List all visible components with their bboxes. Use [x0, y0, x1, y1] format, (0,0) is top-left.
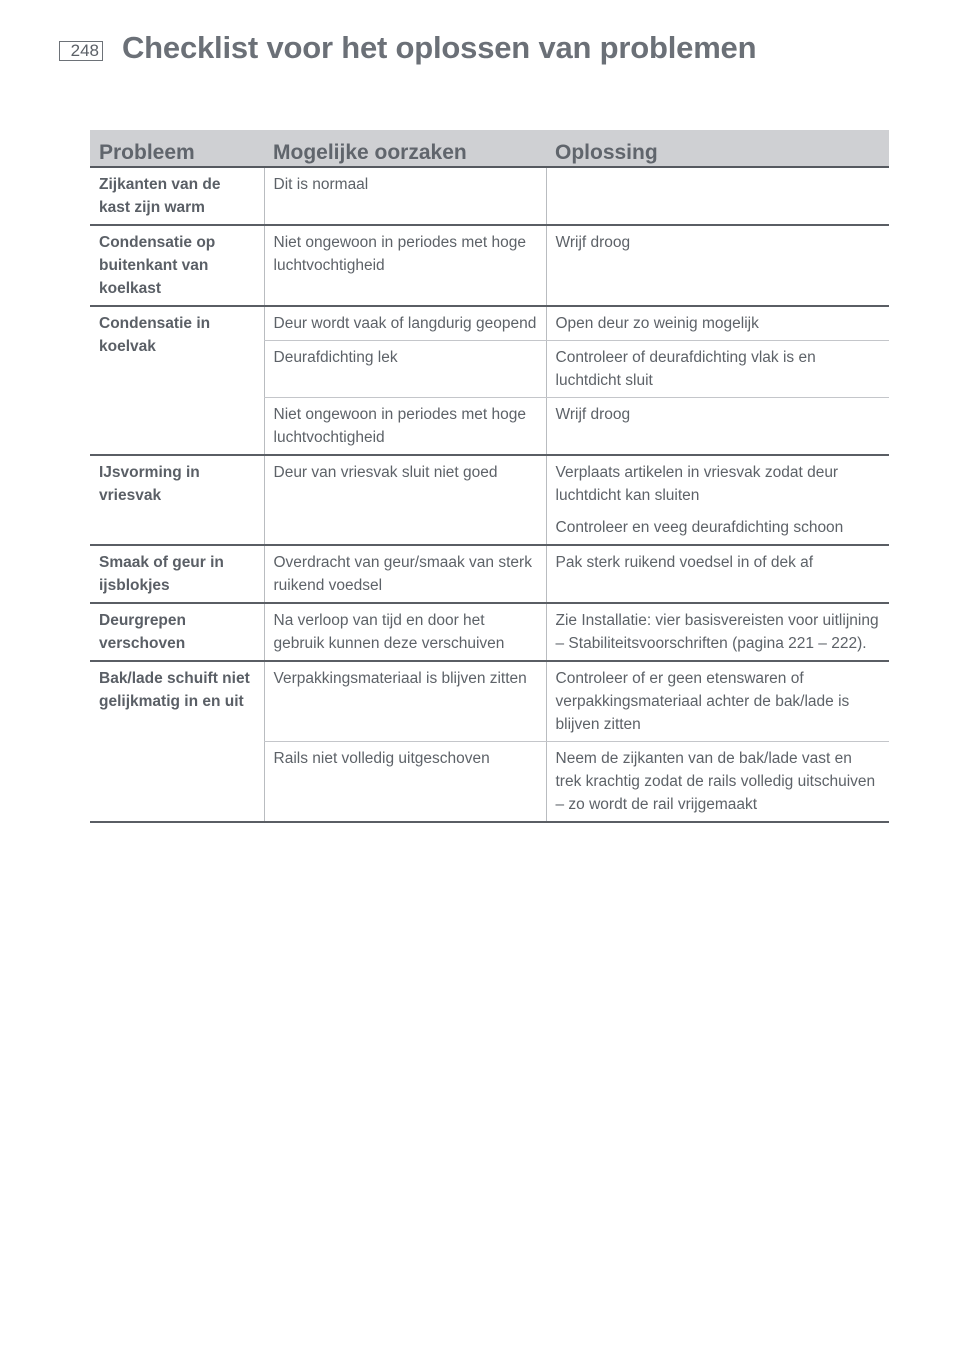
- solution-text: Open deur zo weinig mogelijk: [555, 315, 759, 332]
- cause-cell: Deurafdichting lek: [264, 341, 546, 398]
- table-row: [90, 225, 889, 306]
- table-row: [90, 455, 889, 545]
- solution-text: Controleer en veeg deurafdichting schoon: [555, 519, 844, 536]
- solution-text: Wrijf droog: [555, 406, 631, 423]
- table-row: [90, 545, 889, 603]
- header-cause: Mogelijke oorzaken: [264, 130, 546, 167]
- problem-cell: Bak/lade schuift niet gelijkmatig in en uit: [90, 661, 264, 822]
- cause-cell: Deur wordt vaak of langdurig geopend: [264, 306, 546, 341]
- solution-cell: [546, 167, 889, 225]
- solution-cell: [546, 742, 889, 823]
- problem-cell: Smaak of geur in ijsblokjes: [90, 545, 264, 603]
- cause-cell: Niet ongewoon in periodes met hoge luchtvochtigheid: [264, 225, 546, 306]
- solution-text: Verplaats artikelen in vriesvak zodat deur luchtdicht kan sluiten: [555, 464, 839, 504]
- solution-cell: [546, 225, 889, 306]
- cause-cell: Dit is normaal: [264, 167, 546, 225]
- solution-cell: [546, 341, 889, 398]
- solution-text: Controleer of deurafdichting vlak is en luchtdicht sluit: [555, 349, 816, 389]
- solution-cell: [546, 545, 889, 603]
- solution-cell: [546, 306, 889, 341]
- header-solution: Oplossing: [546, 130, 889, 167]
- solution-cell: [546, 661, 889, 742]
- solution-text: Wrijf droog: [555, 234, 631, 251]
- table-row: [90, 167, 889, 225]
- table-row: [90, 306, 889, 341]
- problem-cell: Deurgrepen verschoven: [90, 603, 264, 661]
- troubleshooting-table: [90, 130, 889, 823]
- cause-cell: Na verloop van tijd en door het gebruik kunnen deze verschuiven: [264, 603, 546, 661]
- page-number: 248: [59, 41, 103, 61]
- table-header-row: [90, 130, 889, 167]
- solution-text: Controleer of er geen etenswaren of verpakkingsmateriaal achter de bak/lade is blijven zitten: [555, 670, 850, 733]
- problem-cell: IJsvorming in vriesvak: [90, 455, 264, 545]
- problem-cell: Condensatie in koelvak: [90, 306, 264, 455]
- table-row: [90, 603, 889, 661]
- header-problem: Probleem: [90, 130, 264, 167]
- cause-cell: Rails niet volledig uitgeschoven: [264, 742, 546, 823]
- cause-cell: Verpakkingsmateriaal is blijven zitten: [264, 661, 546, 742]
- solution-cell: [546, 455, 889, 545]
- problem-cell: Condensatie op buitenkant van koelkast: [90, 225, 264, 306]
- solution-cell: [546, 398, 889, 456]
- solution-text: Neem de zijkanten van de bak/lade vast en trek krachtig zodat de rails volledig uitschuiven – zo wordt de rail vrijgemaakt: [555, 750, 876, 813]
- cause-cell: Deur van vriesvak sluit niet goed: [264, 455, 546, 545]
- solution-cell: [546, 603, 889, 661]
- cause-cell: Overdracht van geur/smaak van sterk ruikend voedsel: [264, 545, 546, 603]
- solution-text: Zie Installatie: vier basisvereisten voor uitlijning – Stabiliteitsvoorschriften (pagina 221 – 222).: [555, 612, 879, 652]
- solution-text: Pak sterk ruikend voedsel in of dek af: [555, 554, 814, 571]
- cause-cell: Niet ongewoon in periodes met hoge luchtvochtigheid: [264, 398, 546, 456]
- table-row: [90, 661, 889, 742]
- problem-cell: Zijkanten van de kast zijn warm: [90, 167, 264, 225]
- page-title: Checklist voor het oplossen van problemen: [122, 30, 757, 65]
